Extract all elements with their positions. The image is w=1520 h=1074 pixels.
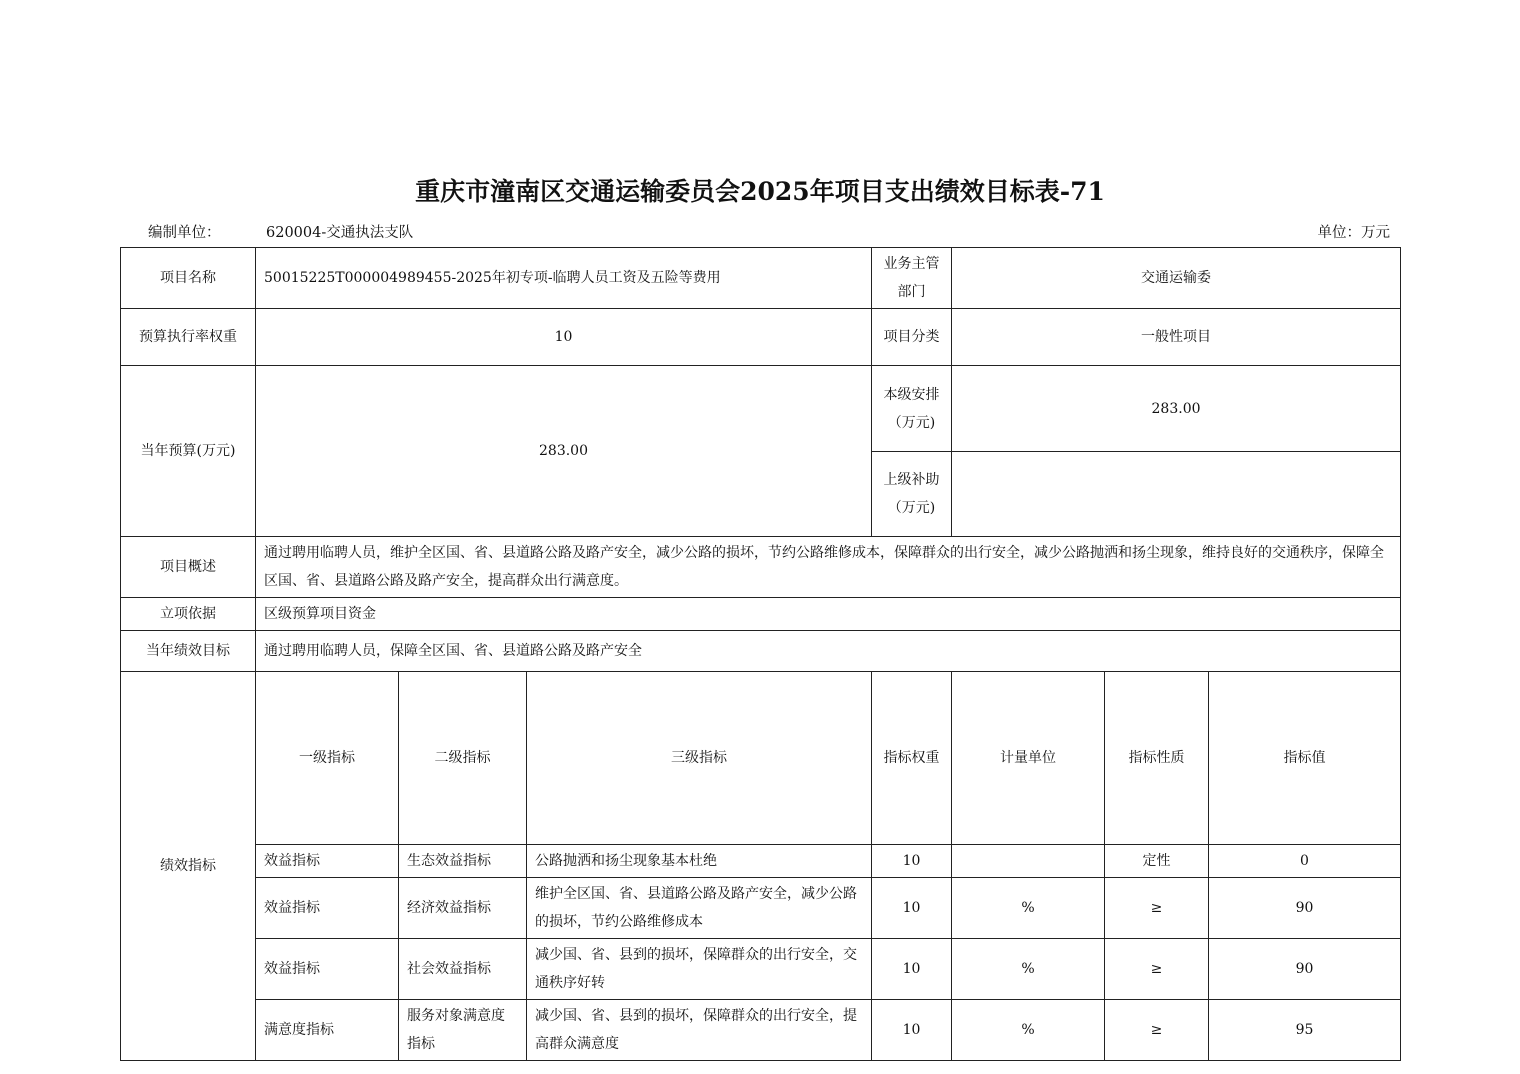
table-row [121,1000,1401,1061]
cell-level1: 满意度指标 [256,1000,399,1061]
local-value: 283.00 [952,366,1401,452]
basis-value: 区级预算项目资金 [256,598,1401,631]
cell-nature: ≥ [1105,1000,1209,1061]
overview-value: 通过聘用临聘人员，维护全区国、省、县道路公路及路产安全，减少公路的损坏，节约公路维修成本，保障群众的出行安全，减少公路抛洒和扬尘现象，维持良好的交通秩序，保障全区国、省、县道路公路及路产安全，提高群众出行满意度。 [256,537,1401,598]
cell-level3: 减少国、省、县到的损坏，保障群众的出行安全，交通秩序好转 [527,939,872,1000]
basis-label: 立项依据 [121,598,256,631]
cell-level2: 经济效益指标 [399,878,527,939]
upper-value [952,452,1401,537]
cell-value: 95 [1209,1000,1401,1061]
goal-label: 当年绩效目标 [121,631,256,672]
upper-label: 上级补助（万元) [872,452,952,537]
cell-value: 90 [1209,878,1401,939]
header-level1: 一级指标 [256,672,399,845]
prepared-by-label: 编制单位： [148,225,221,241]
budget-label: 当年预算(万元) [121,366,256,537]
cell-level3: 减少国、省、县到的损坏，保障群众的出行安全，提高群众满意度 [527,1000,872,1061]
cell-level3: 维护全区国、省、县道路公路及路产安全，减少公路的损坏，节约公路维修成本 [527,878,872,939]
basis-row [121,598,1401,631]
cell-level1: 效益指标 [256,878,399,939]
cell-value: 90 [1209,939,1401,1000]
currency-unit: 单位：万元 [1317,225,1390,241]
dept-value: 交通运输委 [952,248,1401,309]
cell-weight: 10 [872,939,952,1000]
header-weight: 指标权重 [872,672,952,845]
table-row [121,845,1401,878]
cell-unit: % [952,939,1105,1000]
header-nature: 指标性质 [1105,672,1209,845]
cell-unit: % [952,1000,1105,1061]
prepared-by-value: 620004-交通执法支队 [266,225,414,241]
category-label: 项目分类 [872,309,952,366]
cell-weight: 10 [872,878,952,939]
page-title: 重庆市潼南区交通运输委员会2025年项目支出绩效目标表-71 [415,177,1105,206]
goal-row [121,631,1401,672]
cell-level3: 公路抛洒和扬尘现象基本杜绝 [527,845,872,878]
overview-row [121,537,1401,598]
cell-nature: ≥ [1105,939,1209,1000]
budget-row [121,366,1401,452]
header-level2: 二级指标 [399,672,527,845]
goal-value: 通过聘用临聘人员，保障全区国、省、县道路公路及路产安全 [256,631,1401,672]
dept-label: 业务主管部门 [872,248,952,309]
table-row [121,939,1401,1000]
cell-nature: 定性 [1105,845,1209,878]
project-name-label: 项目名称 [121,248,256,309]
local-label: 本级安排（万元) [872,366,952,452]
cell-level2: 社会效益指标 [399,939,527,1000]
cell-value: 0 [1209,845,1401,878]
header-unit: 计量单位 [952,672,1105,845]
category-value: 一般性项目 [952,309,1401,366]
weight-row [121,309,1401,366]
indicators-label: 绩效指标 [121,672,256,1061]
overview-label: 项目概述 [121,537,256,598]
project-name-row [121,248,1401,309]
cell-unit [952,845,1105,878]
header-level3: 三级指标 [527,672,872,845]
cell-level1: 效益指标 [256,845,399,878]
weight-label: 预算执行率权重 [121,309,256,366]
weight-value: 10 [256,309,872,366]
cell-weight: 10 [872,845,952,878]
cell-level1: 效益指标 [256,939,399,1000]
cell-nature: ≥ [1105,878,1209,939]
header-value: 指标值 [1209,672,1401,845]
budget-value: 283.00 [256,366,872,537]
performance-table [120,247,1401,1061]
project-name-value: 50015225T000004989455-2025年初专项-临聘人员工资及五险等费用 [256,248,872,309]
cell-weight: 10 [872,1000,952,1061]
indicator-header-row [121,672,1401,845]
cell-level2: 服务对象满意度指标 [399,1000,527,1061]
cell-level2: 生态效益指标 [399,845,527,878]
table-row [121,878,1401,939]
cell-unit: % [952,878,1105,939]
